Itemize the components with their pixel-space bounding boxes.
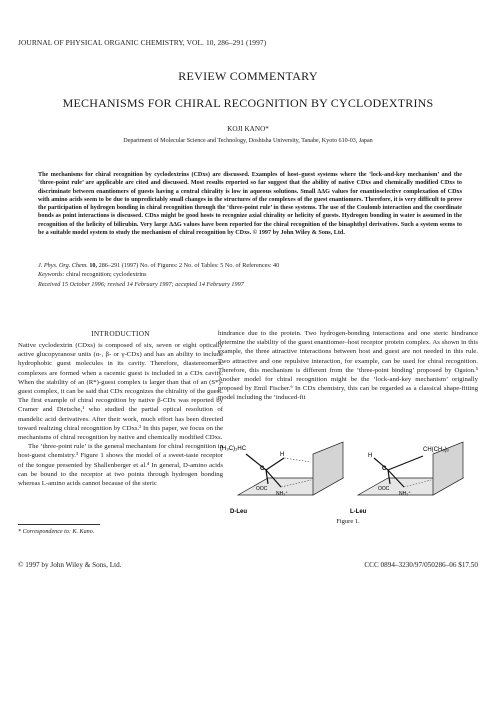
citation-journal: J. Phys. Org. Chem.: [38, 262, 88, 269]
column-right: [218, 329, 478, 403]
bond-line: [266, 458, 284, 470]
hydrogen-bond: [284, 458, 311, 462]
receptor-wall: [313, 442, 343, 495]
right-substituent: CH(CH₃)₂: [423, 447, 450, 453]
intro-paragraph-2: The ‘three-point rule’ is the general mechanism for chiral recognition in host-guest chemistry.³ Figure 1 shows the model of a sweet-taste receptor of the tongue presented by Shallenberger et al.⁴ In general, D-amino acids can be bound to the receptor at two points through hydrogen bonding whereas L-amino acids cannot because of the steric: [18, 443, 223, 488]
column-left: [18, 341, 223, 488]
left-c: C: [260, 466, 265, 472]
keywords-line: [38, 271, 468, 279]
author: KOJI KANO*: [227, 125, 269, 133]
figure-caption: Figure 1.: [336, 518, 360, 525]
receptor-model-d-leu: [220, 442, 343, 515]
copyright: © 1997 by John Wiley & Sons, Ltd.: [18, 561, 122, 569]
receptor-model-l-leu: [350, 442, 463, 515]
right-h: H: [368, 453, 373, 459]
received-dates: Received 15 October 1996; revised 14 February 1997; accepted 14 February 1997: [38, 281, 244, 288]
label-d-leu: D-Leu: [230, 509, 247, 515]
left-substituent: (H₃C)₂HC: [220, 446, 247, 452]
footnote-divider: [18, 524, 100, 525]
affiliation: Department of Molecular Science and Technology, Doshisha University, Tanabe, Kyoto 610-03, Japan: [123, 138, 373, 144]
left-ooc: OOC: [256, 486, 268, 492]
right-c: C: [382, 466, 387, 472]
section-heading-introduction: INTRODUCTION: [91, 329, 150, 338]
article-type: REVIEW COMMENTARY: [178, 69, 318, 83]
intro-paragraph-1: Native cyclodextrin (CDxs) is composed of six, seven or eight optically active glucopyranose units (α-, β- or γ-CDx) and has an ability to include hydrophobic guest molecules in its cavity. Therefore, diastereomeric complexes are formed when a racemic guest is included in a CDx cavity. When the stability of an (R*)-guest complex is larger than that of an (S*)-guest complex, it can be said that CDx recognizes the chirality of the guest. The first example of chiral recognition by native β-CDx was reported by Cramer and Dietsche,¹ who studied the partial optical resolution of mandelic acid derivatives. After their work, much effort has been directed toward realizing chiral recognition by CDxs.² In this paper, we focus on the mechanisms of chiral recognition by native and chemically modified CDxs.: [18, 342, 223, 442]
keywords: chiral recognition; cyclodextrins: [66, 271, 147, 278]
figure-1-diagram: [218, 440, 478, 516]
bond-line: [388, 456, 423, 470]
page-title: MECHANISMS FOR CHIRAL RECOGNITION BY CYCLODEXTRINS: [62, 96, 434, 110]
right-ooc: OOC: [378, 486, 390, 492]
label-l-leu: L-Leu: [350, 509, 367, 515]
intro-paragraph-continued: hindrance due to the protein. Two hydrogen-bonding interactions and one steric hindrance determine the stability of the guest enantiomer–host receptor protein complex. As shown in this example, the three attractive interactions between host and guest are not needed in this rule. Two attractive and one repulsive interaction, for example, can be used for chiral recognition. Therefore, this mechanism is different from the ‘three-point binding’ proposed by Ogston.⁵ Another model for chiral recognition might be the ‘lock-and-key mechanism’ originally proposed by Emil Fischer.⁶ In CDx chemistry, this can be regarded as a classical shape-fitting model including the ‘induced-fit: [218, 330, 478, 402]
left-h: H: [280, 452, 285, 458]
citation-details: 286–291 (1997) No. of Figures: 2 No. of Tables: 5 No. of References: 40: [98, 262, 280, 269]
received-line: [38, 281, 468, 289]
footnote-correspondence: * Correspondence to: K. Kano.: [18, 529, 95, 535]
ccc-code: CCC 0894–3230/97/050286–06 $17.50: [364, 561, 478, 569]
abstract: The mechanisms for chiral recognition by cyclodextrins (CDxs) are discussed. Examples of host–guest systems where the ‘lock-and-key mechanism’ and the ‘three-point rule’ are applicable are cited and discussed. Most results reported so far suggest that the ability of native CDxs and chemically modified CDxs to discriminate between enantiomers of guests having a central chirality is low in aqueous solutions. Small ΔΔG values for enantioselective complexation of CDxs with amino acids seem to be due to unpredictably small changes in the structures of the complexes of the guest enantiomers. Therefore, it is very difficult to prove the participation of hydrogen bonding in chiral recognition through the ‘three-point rule’ in these systems. The use of the Coulomb interaction and the coordinate bonds as point interactions is discussed. CDxs might be good hosts to recognize axial chirality or helicity of guests. Hydrogen bonding in water is assumed in the recognition of the helicity of bilirubin. Very large ΔΔG values have been reported for the chiral recognition of the binaphthyl derivatives. Such a system seems to be a suitable model system to study the mechanism of chiral recognition by CDxs. © 1997 by John Wiley & Sons, Ltd.: [38, 172, 462, 237]
journal-header: JOURNAL OF PHYSICAL ORGANIC CHEMISTRY, VOL. 10, 286–291 (1997): [18, 38, 267, 47]
citation-volume: 10,: [89, 262, 98, 269]
right-nh3: NH₃⁺: [399, 491, 411, 497]
keywords-label: Keywords:: [38, 271, 65, 278]
left-nh3: NH₃⁺: [276, 491, 288, 497]
citation-line: [38, 262, 468, 270]
